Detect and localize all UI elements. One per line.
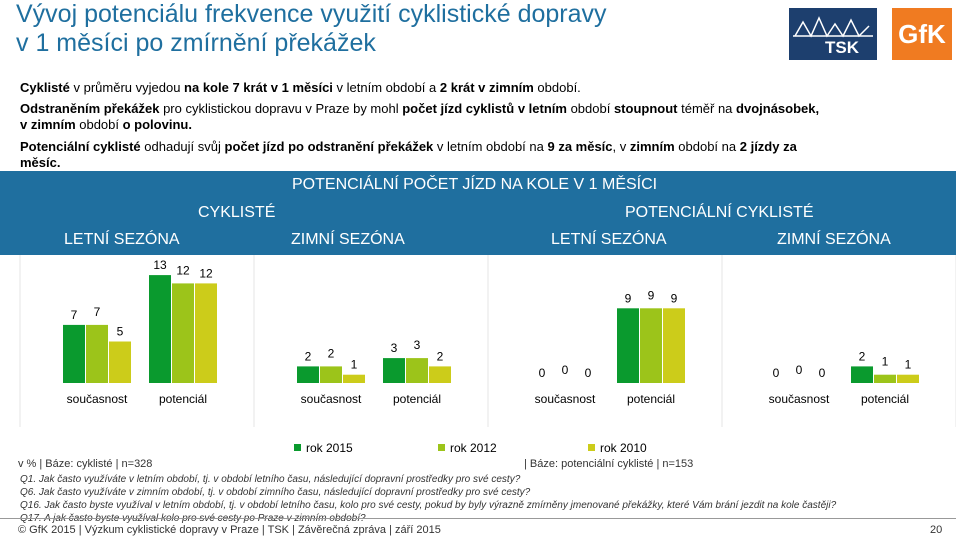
summary-segment: 9 za měsíc <box>547 139 613 154</box>
page-title <box>16 0 776 58</box>
title-line-1: Vývoj potenciálu frekvence využití cyklistické dopravy <box>16 0 607 28</box>
bar <box>406 358 428 383</box>
bar-value-label: 0 <box>795 363 803 377</box>
base-note-potential-cyclists: | Báze: potenciální cyklisté | n=153 <box>524 458 694 470</box>
bar <box>897 375 919 383</box>
footer-text: © GfK 2015 | Výzkum cyklistické dopravy v Praze | TSK | Závěrečná zpráva | září 2015 <box>18 524 441 536</box>
legend-swatch-2015 <box>294 444 301 451</box>
summary-segment: odhadují svůj <box>140 139 225 154</box>
bar-value-label: 2 <box>436 349 444 364</box>
summary-segment: měsíc. <box>20 155 61 170</box>
season-header-winter-2: ZIMNÍ SEZÓNA <box>777 231 891 248</box>
category-label: potenciál <box>158 392 208 406</box>
bar-value-label: 3 <box>390 341 398 356</box>
bar <box>195 283 217 383</box>
bar <box>297 366 319 383</box>
question-q6: Q6. Jak často využíváte v zimním období, tj. v období zimního času, následující dopravní prostředky pro své cesty? <box>20 487 531 498</box>
summary-segment: o polovinu. <box>122 117 192 132</box>
bar-chart <box>0 255 956 427</box>
category-label: současnost <box>768 392 830 406</box>
tsk-logo <box>789 8 877 60</box>
chart-main-header: POTENCIÁLNÍ POČET JÍZD NA KOLE V 1 MĚSÍCI <box>292 176 658 193</box>
summary-segment: období na <box>674 139 740 154</box>
bar-value-label: 9 <box>624 291 632 306</box>
legend-item-2010: rok 2010 <box>588 441 647 455</box>
summary-segment: téměř na <box>677 101 737 116</box>
summary-segment: počet jízd po odstranění překážek <box>224 139 434 154</box>
summary-segment: Potenciální cyklisté <box>20 139 141 154</box>
summary-segment: v letním období a <box>332 80 440 95</box>
summary-segment: v zimním <box>20 117 76 132</box>
bar-value-label: 13 <box>153 258 167 273</box>
season-header-summer-1: LETNÍ SEZÓNA <box>64 231 180 248</box>
bar-value-label: 0 <box>818 366 826 380</box>
summary-segment: pro cyklistickou dopravu v Praze by mohl <box>159 101 403 116</box>
bar-value-label: 9 <box>670 291 678 306</box>
title-line-2: v 1 měsíci po zmírnění překážek <box>16 29 376 57</box>
category-label: potenciál <box>860 392 910 406</box>
question-q16: Q16. Jak často byste využíval v letním období, tj. v období letního času, kolo pro své cesty, pokud by byly výrazně zmírněny jmenované překážky, které Vám brání jezdit na kole častěji? <box>20 500 837 511</box>
bar <box>149 275 171 383</box>
category-label: současnost <box>534 392 596 406</box>
bar-value-label: 5 <box>116 324 124 339</box>
group-header-cyclists: CYKLISTÉ <box>198 204 276 221</box>
legend-swatch-2010 <box>588 444 595 451</box>
bar <box>63 325 85 383</box>
summary-segment: období. <box>533 80 581 95</box>
bar-value-label: 12 <box>199 266 213 281</box>
footer-divider <box>0 518 956 519</box>
category-label: současnost <box>66 392 128 406</box>
summary-line <box>20 139 950 155</box>
category-label: potenciál <box>392 392 442 406</box>
legend-item-2015: rok 2015 <box>294 441 353 455</box>
summary-segment: počet jízd cyklistů v letním <box>402 101 567 116</box>
bar <box>429 366 451 383</box>
bar-value-label: 7 <box>70 307 78 322</box>
bar-value-label: 2 <box>327 346 335 361</box>
bar <box>663 308 685 383</box>
bar <box>320 366 342 383</box>
summary-segment: dvojnásobek, <box>736 101 820 116</box>
tsk-logo-text: TSK <box>825 38 859 57</box>
group-header-potential-cyclists: POTENCIÁLNÍ CYKLISTÉ <box>625 204 814 221</box>
bar-value-label: 0 <box>538 366 546 380</box>
bar-value-label: 7 <box>93 304 101 319</box>
summary-segment: zimním <box>629 139 675 154</box>
season-header-winter-1: ZIMNÍ SEZÓNA <box>291 231 405 248</box>
summary-line <box>20 101 950 117</box>
bar-value-label: 0 <box>561 363 569 377</box>
gfk-logo: GfK <box>892 8 952 60</box>
legend-item-2012: rok 2012 <box>438 441 497 455</box>
bar <box>617 308 639 383</box>
bar-value-label: 1 <box>904 357 912 372</box>
summary-segment: období <box>75 117 123 132</box>
bar-value-label: 1 <box>350 357 358 372</box>
bar-value-label: 3 <box>413 338 421 353</box>
summary-segment: období <box>566 101 614 116</box>
category-label: současnost <box>300 392 362 406</box>
page-number: 20 <box>930 524 943 536</box>
summary-segment: v průměru vyjedou <box>69 80 185 95</box>
bar <box>851 366 873 383</box>
bar-value-label: 9 <box>647 288 655 303</box>
bar <box>383 358 405 383</box>
summary-segment: stoupnout <box>613 101 678 116</box>
summary-segment: na kole 7 krát v 1 měsíci <box>184 80 333 95</box>
summary-segment: 2 jízdy za <box>739 139 797 154</box>
base-note-cyclists: v % | Báze: cyklisté | n=328 <box>18 458 153 470</box>
bar <box>109 342 131 384</box>
question-q1: Q1. Jak často využíváte v letním období, tj. v období letního času, následující dopravní prostředky pro své cesty? <box>20 474 521 485</box>
bar-value-label: 0 <box>772 366 780 380</box>
legend-swatch-2012 <box>438 444 445 451</box>
chart-header-band <box>0 171 956 255</box>
bar <box>640 308 662 383</box>
bar <box>86 325 108 383</box>
summary-segment: 2 krát v zimním <box>439 80 534 95</box>
summary-segment: Cyklisté <box>20 80 70 95</box>
bar-value-label: 12 <box>176 263 190 278</box>
bar-value-label: 1 <box>881 354 889 369</box>
summary-segment: Odstraněním překážek <box>20 101 160 116</box>
bar-value-label: 2 <box>858 349 866 364</box>
summary-line <box>20 155 950 171</box>
bar <box>172 283 194 383</box>
summary-line <box>20 80 950 96</box>
bar <box>874 375 896 383</box>
summary-segment: , v <box>612 139 630 154</box>
season-header-summer-2: LETNÍ SEZÓNA <box>551 231 667 248</box>
category-label: potenciál <box>626 392 676 406</box>
bar <box>343 375 365 383</box>
bar-value-label: 2 <box>304 349 312 364</box>
bar-value-label: 0 <box>584 366 592 380</box>
summary-segment: v letním období na <box>433 139 548 154</box>
summary-line <box>20 117 950 133</box>
